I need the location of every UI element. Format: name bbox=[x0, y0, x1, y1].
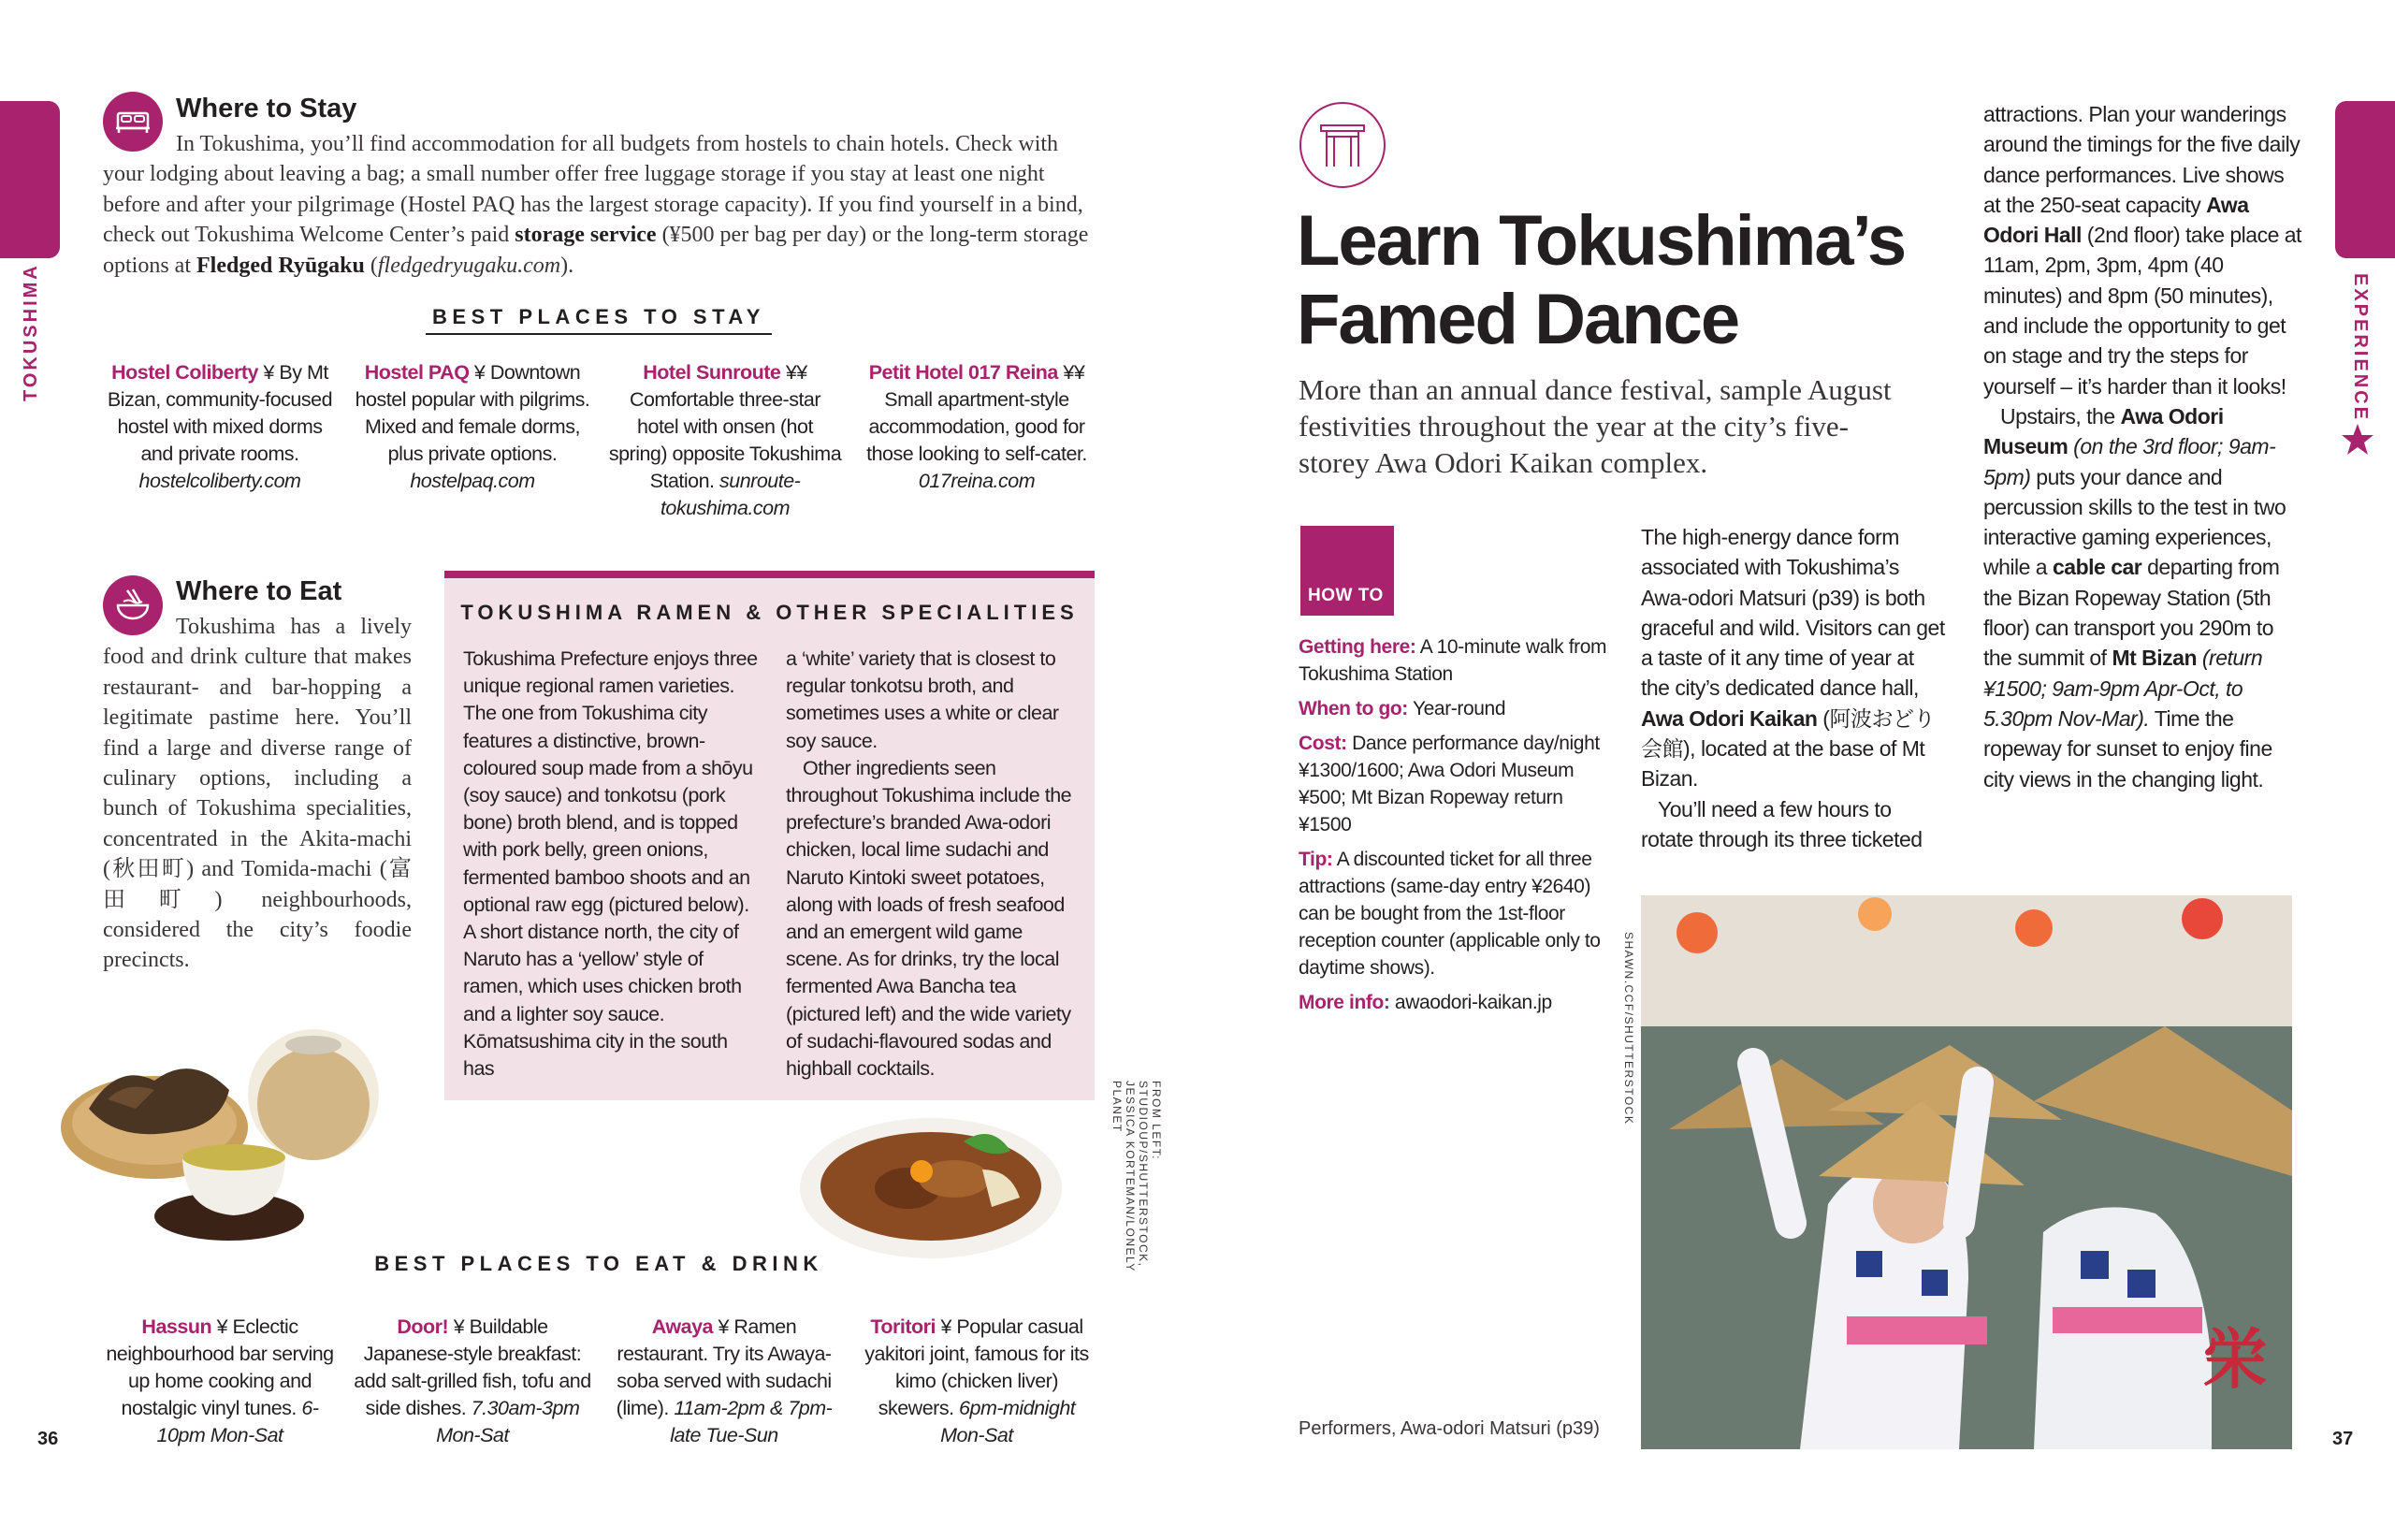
page-number-left: 36 bbox=[37, 1429, 59, 1449]
listing-eat: Awaya ¥ Ramen restaurant. Try its Awaya-soba served with sudachi (lime). 11am-2pm & 7pm-late Tue-Sun bbox=[616, 1315, 833, 1446]
listing-eat: Hassun ¥ Eclectic neighbourhood bar serving up home cooking and nostalgic vinyl tunes. 6-10pm Mon-Sat bbox=[106, 1315, 334, 1446]
tokushima-ramen-photo bbox=[795, 1113, 1067, 1272]
best-places-to-stay-heading: BEST PLACES TO STAY bbox=[432, 305, 765, 328]
where-to-stay-body: In Tokushima, you’ll find accommodation for all budgets from hostels to chain hotels. Check with your lodging about leaving a bag; a small number offer free luggage storage if you stay at least one night before and after your pilgrimage (Hostel PAQ has the largest storage capacity). If you find yourself in a bind, check out Tokushima Welcome Center’s paid storage service (¥500 per bag per day) or the long-term storage options at Fledged Ryūgaku (fledgedryugaku.com). bbox=[103, 132, 1089, 278]
sidebar-col-1: Tokushima Prefecture enjoys three unique regional ramen varieties. The one from Tokushima city features a distinctive, brown-coloured soup made from a shōyu (soy sauce) and tonkotsu (pork bone) broth blend, and is topped with pork belly, green onions, fermented bamboo shoots and an optional raw egg (pictured below). A short distance north, the city of Naruto has a ‘yellow’ style of ramen, which uses chicken broth and a lighter soy sauce. Kōmatsushima city in the south has bbox=[463, 647, 758, 1081]
photo-credit-right: SHAWN.CCF/SHUTTERSTOCK bbox=[1622, 932, 1635, 1126]
where-to-eat-heading: Where to Eat bbox=[176, 576, 342, 606]
article-col-3: attractions. Plan your wanderings around the timings for the five daily dance performances. Live shows at the 250-seat capacity Awa Odori Hall (2nd floor) take place at 11am, 2pm, 3pm, 4pm (40 minutes) and 8pm (50 minutes), and include the opportunity to get on stage and try the steps for yourself – it’s harder than it looks! Upstairs, the Awa Odori Museum (on the 3rd floor; 9am-5pm) puts your dance and percussion skills to the test in two interactive gaming experiences, while a cable car departing from the Bizan Ropeway Station (5th floor) can transport you 290m to the summit of Mt Bizan (return ¥1500; 9am-9pm Apr-Oct, to 5.30pm Nov-Mar). Time the ropeway for sunset to enjoy fine city views in the changing light. bbox=[1983, 102, 2301, 792]
listing-stay: Hostel Coliberty ¥ By Mt Bizan, community-focused hostel with mixed dorms and private rooms. hostelcoliberty.com bbox=[107, 361, 333, 492]
svg-text:栄: 栄 bbox=[2202, 1321, 2268, 1398]
awa-odori-dancers-photo bbox=[1641, 895, 2292, 1449]
photo-credit-left: FROM LEFT: STUDIOUP/SHUTTERSTOCK, JESSICA KORTEMAN/LONELY PLANET bbox=[1110, 1081, 1163, 1272]
divider bbox=[426, 333, 772, 335]
section-tab-left bbox=[0, 101, 60, 258]
where-to-stay-heading: Where to Stay bbox=[176, 94, 357, 123]
listing-eat: Toritori ¥ Popular casual yakitori joint, famous for its kimo (chicken liver) skewers. 6pm-midnight Mon-Sat bbox=[864, 1315, 1089, 1446]
listing-eat: Door! ¥ Buildable Japanese-style breakfast: add salt-grilled fish, tofu and side dishes. 7.30am-3pm Mon-Sat bbox=[354, 1315, 591, 1446]
best-places-to-eat-heading: BEST PLACES TO EAT & DRINK bbox=[374, 1252, 823, 1275]
section-label-tokushima: TOKUSHIMA bbox=[21, 263, 41, 401]
dance-hall-icon bbox=[1299, 101, 1386, 189]
bancha-tea-photo bbox=[51, 1015, 426, 1268]
photo-caption: Performers, Awa-odori Matsuri (p39) bbox=[1299, 1418, 1600, 1439]
section-tab-right bbox=[2335, 101, 2395, 258]
article-col-2: The high-energy dance form associated with Tokushima’s Awa-odori Matsuri (p39) is both graceful and wild. Visitors can get a taste of it any time of year at the city’s dedicated dance hall, Awa Odori Kaikan (阿波おどり会館), located at the base of Mt Bizan. You’ll need a few hours to rotate through its three ticketed bbox=[1641, 525, 1945, 851]
section-label-experience: EXPERIENCE bbox=[2350, 273, 2371, 422]
how-to-info: Getting here: A 10-minute walk from Tokushima Station When to go: Year-round Cost: Dance performance day/night ¥1300/1600; Awa Odori Museum ¥500; Mt Bizan Ropeway return ¥1500 Tip: A discounted ticket for all three attractions (same-day entry ¥2640) can be bought from the 1st-floor reception counter (applicable only to daytime shows). More info: awaodori-kaikan.jp bbox=[1299, 636, 1607, 1013]
listing-stay: Petit Hotel 017 Reina ¥¥ Small apartment-style accommodation, good for those looking to self-cater. 017reina.com bbox=[866, 361, 1087, 492]
sidebar-heading: TOKUSHIMA RAMEN & OTHER SPECIALITIES bbox=[460, 601, 1079, 624]
how-to-label: HOW TO bbox=[1308, 586, 1384, 605]
sidebar-top-bar bbox=[444, 571, 1095, 578]
page-number-right: 37 bbox=[2332, 1429, 2354, 1449]
star-icon bbox=[2341, 423, 2374, 457]
standfirst: More than an annual dance festival, sample August festivities throughout the year at the city’s five-storey Awa Odori Kaikan complex. bbox=[1299, 373, 1892, 479]
listing-stay: Hotel Sunroute ¥¥ Comfortable three-star hotel with onsen (hot spring) opposite Tokushima Station. sunroute-tokushima.com bbox=[608, 361, 842, 519]
listing-stay: Hostel PAQ ¥ Downtown hostel popular with pilgrims. Mixed and female dorms, plus private options. hostelpaq.com bbox=[355, 361, 590, 492]
article-title: Learn Tokushima’s Famed Dance bbox=[1297, 201, 1906, 359]
where-to-eat-body: Tokushima has a lively food and drink culture that makes restaurant- and bar-hopping a legitimate pastime here. You’ll find a large and diverse range of culinary options, including a bunch of Tokushima specialities, concentrated in the Akita-machi (秋田町) and Tomida-machi (富田町) neighbourhoods, considered the city’s foodie precincts. bbox=[103, 615, 412, 973]
sidebar-col-2: a ‘white’ variety that is closest to regular tonkotsu broth, and sometimes uses a white or clear soy sauce. Other ingredients seen throughout Tokushima include the prefecture’s branded Awa-odori chicken, local lime sudachi and Naruto Kintoki sweet potatoes, along with loads of fresh seafood and an emergent wild game scene. As for drinks, try the local fermented Awa Bancha tea (pictured left) and the wide variety of sudachi-flavoured sodas and highball cocktails. bbox=[786, 647, 1072, 1081]
